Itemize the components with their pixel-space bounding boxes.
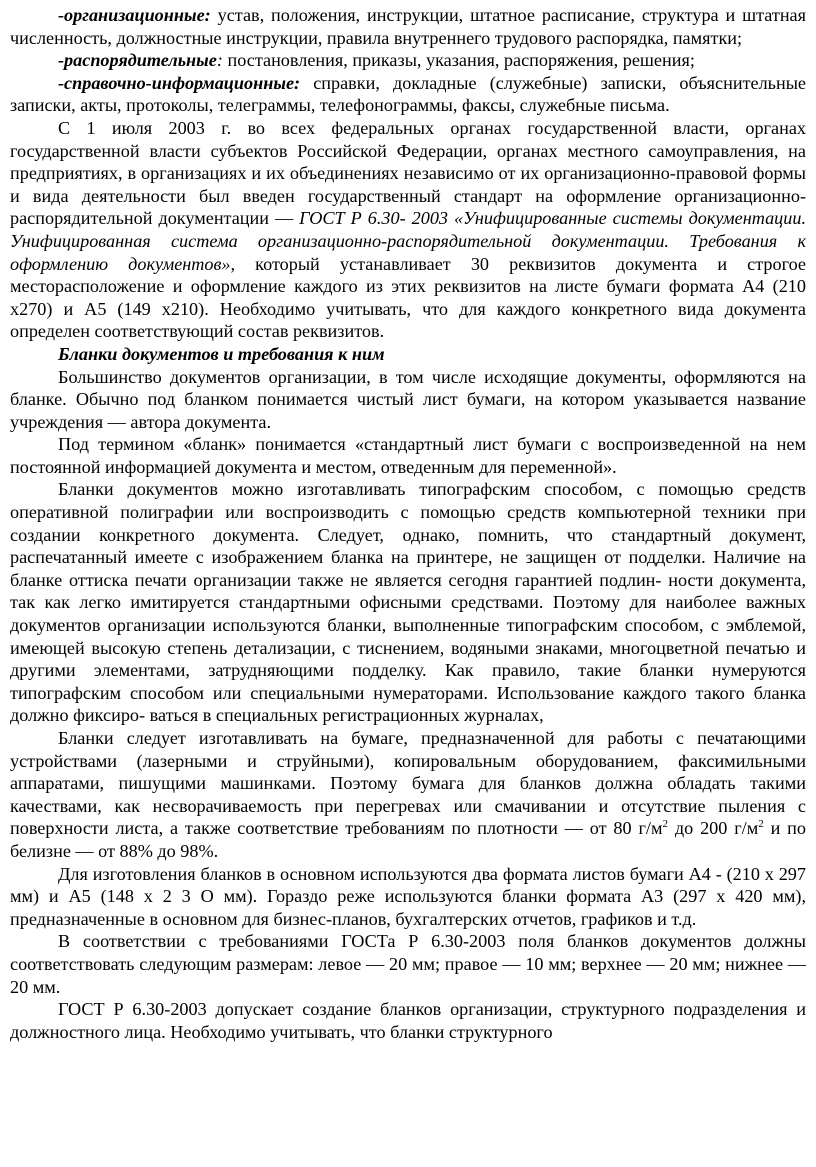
paragraph-paper-requirements xyxy=(10,727,806,863)
gost-text-start: С 1 июля 2003 г. во всех федеральных органах государственной власти, органах государственной власти субъектов Российской Федерации, органах местного самоуправления, на предприятиях, в организациях и их объединениях независимо от их организационно-правовой формы и вида деятельности был введен государственный стандарт на оформление организационно-распорядительной документации — xyxy=(10,117,806,229)
superscript-2: 2 xyxy=(758,818,764,831)
gost-text-end: который устанавливает 30 реквизитов документа и строгое месторасположение и оформление каждого из этих реквизитов на листе бумаги формата А4 (210 х270) и А5 (149 х210). Необходимо учитывать, что для каждого конкретного вида документа определен соответствующий состав реквизитов. xyxy=(10,253,807,342)
paper-text-1: Бланки следует изготавливать на бумаге, предназначенной для работы с печатающими устройствами (лазерными и струйными), копировальным оборудованием, факсимильными аппаратами, пишущими машинками. Поэтому бумага для бланков должна обладать такими качествами, как несворачиваемость при перегревах или смачивании и отсутствие пыления с поверхности листа, а также соответствие требованиям по плотности — от 80 г/м xyxy=(10,728,806,839)
term-administrative: -распорядительные xyxy=(58,50,217,71)
paragraph-paper-formats: Для изготовления бланков в основном используются два формата листов бумаги А4 - (210 х 297 мм) и А5 (148 х 2 3 О мм). Гораздо реже используются бланки формата A3 (297 х 420 мм), предназначенные в основном для бизнес-планов, бухгалтерских отчетов, графиков и т.д. xyxy=(10,863,806,929)
paper-text-2: до 200 г/м xyxy=(668,818,759,839)
paragraph-reference-docs xyxy=(10,72,806,117)
administrative-docs-list: постановления, приказы, указания, распоряжения, решения; xyxy=(222,50,695,71)
term-organizational: -организационные: xyxy=(58,5,211,25)
section-heading: Бланки документов и требования к ним xyxy=(58,343,385,364)
term-reference: -справочно-информационные: xyxy=(58,72,301,93)
paragraph-blank-definition: Большинство документов организации, в том числе исходящие документы, оформляются на бланке. Обычно под бланком понимается чистый лист бумаги, на котором указывается название учреждения — автора документа. xyxy=(10,366,806,432)
paper-text-3: и по белизне — от 88% до 98%. xyxy=(10,818,807,861)
superscript-2: 2 xyxy=(662,818,668,831)
paragraph-blank-types: ГОСТ Р 6.30-2003 допускает создание бланков организации, структурного подразделения и должностного лица. Необходимо учитывать, что бланки структурного xyxy=(10,999,806,1042)
term-administrative-colon: : xyxy=(216,50,223,71)
reference-docs-list: справки, докладные (служебные) записки, объяснительные записки, акты, протоколы, телеграммы, телефонограммы, факсы, служебные письма. xyxy=(10,72,806,116)
paragraph-administrative-docs xyxy=(10,49,806,72)
organizational-docs-list: устав, положения, инструкции, штатное расписание, структура и штатная численность, должностные инструкции, правила внутреннего трудового распорядка, памятки; xyxy=(10,5,806,48)
paragraph-blank-term: Под термином «бланк» понимается «стандартный лист бумаги с воспроизведенной на нем постоянной информацией документа и местом, отведенным для переменной». xyxy=(10,434,806,477)
gost-title: ГОСТ Р 6.30- 2003 «Унифицированные системы документации. Унифицированная система организационно-распорядительной документации. Требования к оформлению документов», xyxy=(10,208,806,274)
paragraph-blank-production: Бланки документов можно изготавливать типографским способом, с помощью средств оперативной полиграфии или воспроизводить с помощью средств компьютерной техники при создании конкретного документа. Следует, однако, помнить, что стандартный документ, распечатанный имеете с изображением бланка на принтере, не защищен от подделки. Наличие на бланке оттиска печати организации также не является сегодня гарантией подлин- ности документа, так как легко имитируется стандартными офисными средствами. Поэтому для наиболее важных документов организации используются бланки, выполненные типографским способом, с эмблемой, имеющей высокую степень детализации, с тиснением, водяными знаками, многоцветной печатью и другими элементами, затрудняющими подделку. Как правило, такие бланки нумеруются типографским способом или специальными нумераторами. Использование каждого такого бланка должно фиксиро- ваться в специальных регистрационных журналах, xyxy=(10,479,806,726)
paragraph-gost-introduction xyxy=(10,117,806,343)
paragraph-margins: В соответствии с требованиями ГОСТа Р 6.30-2003 поля бланков документов должны соответствовать следующим размерам: левое — 20 мм; правое — 10 мм; верхнее — 20 мм; нижнее — 20 мм. xyxy=(10,931,806,997)
paragraph-organizational-docs xyxy=(10,4,806,49)
